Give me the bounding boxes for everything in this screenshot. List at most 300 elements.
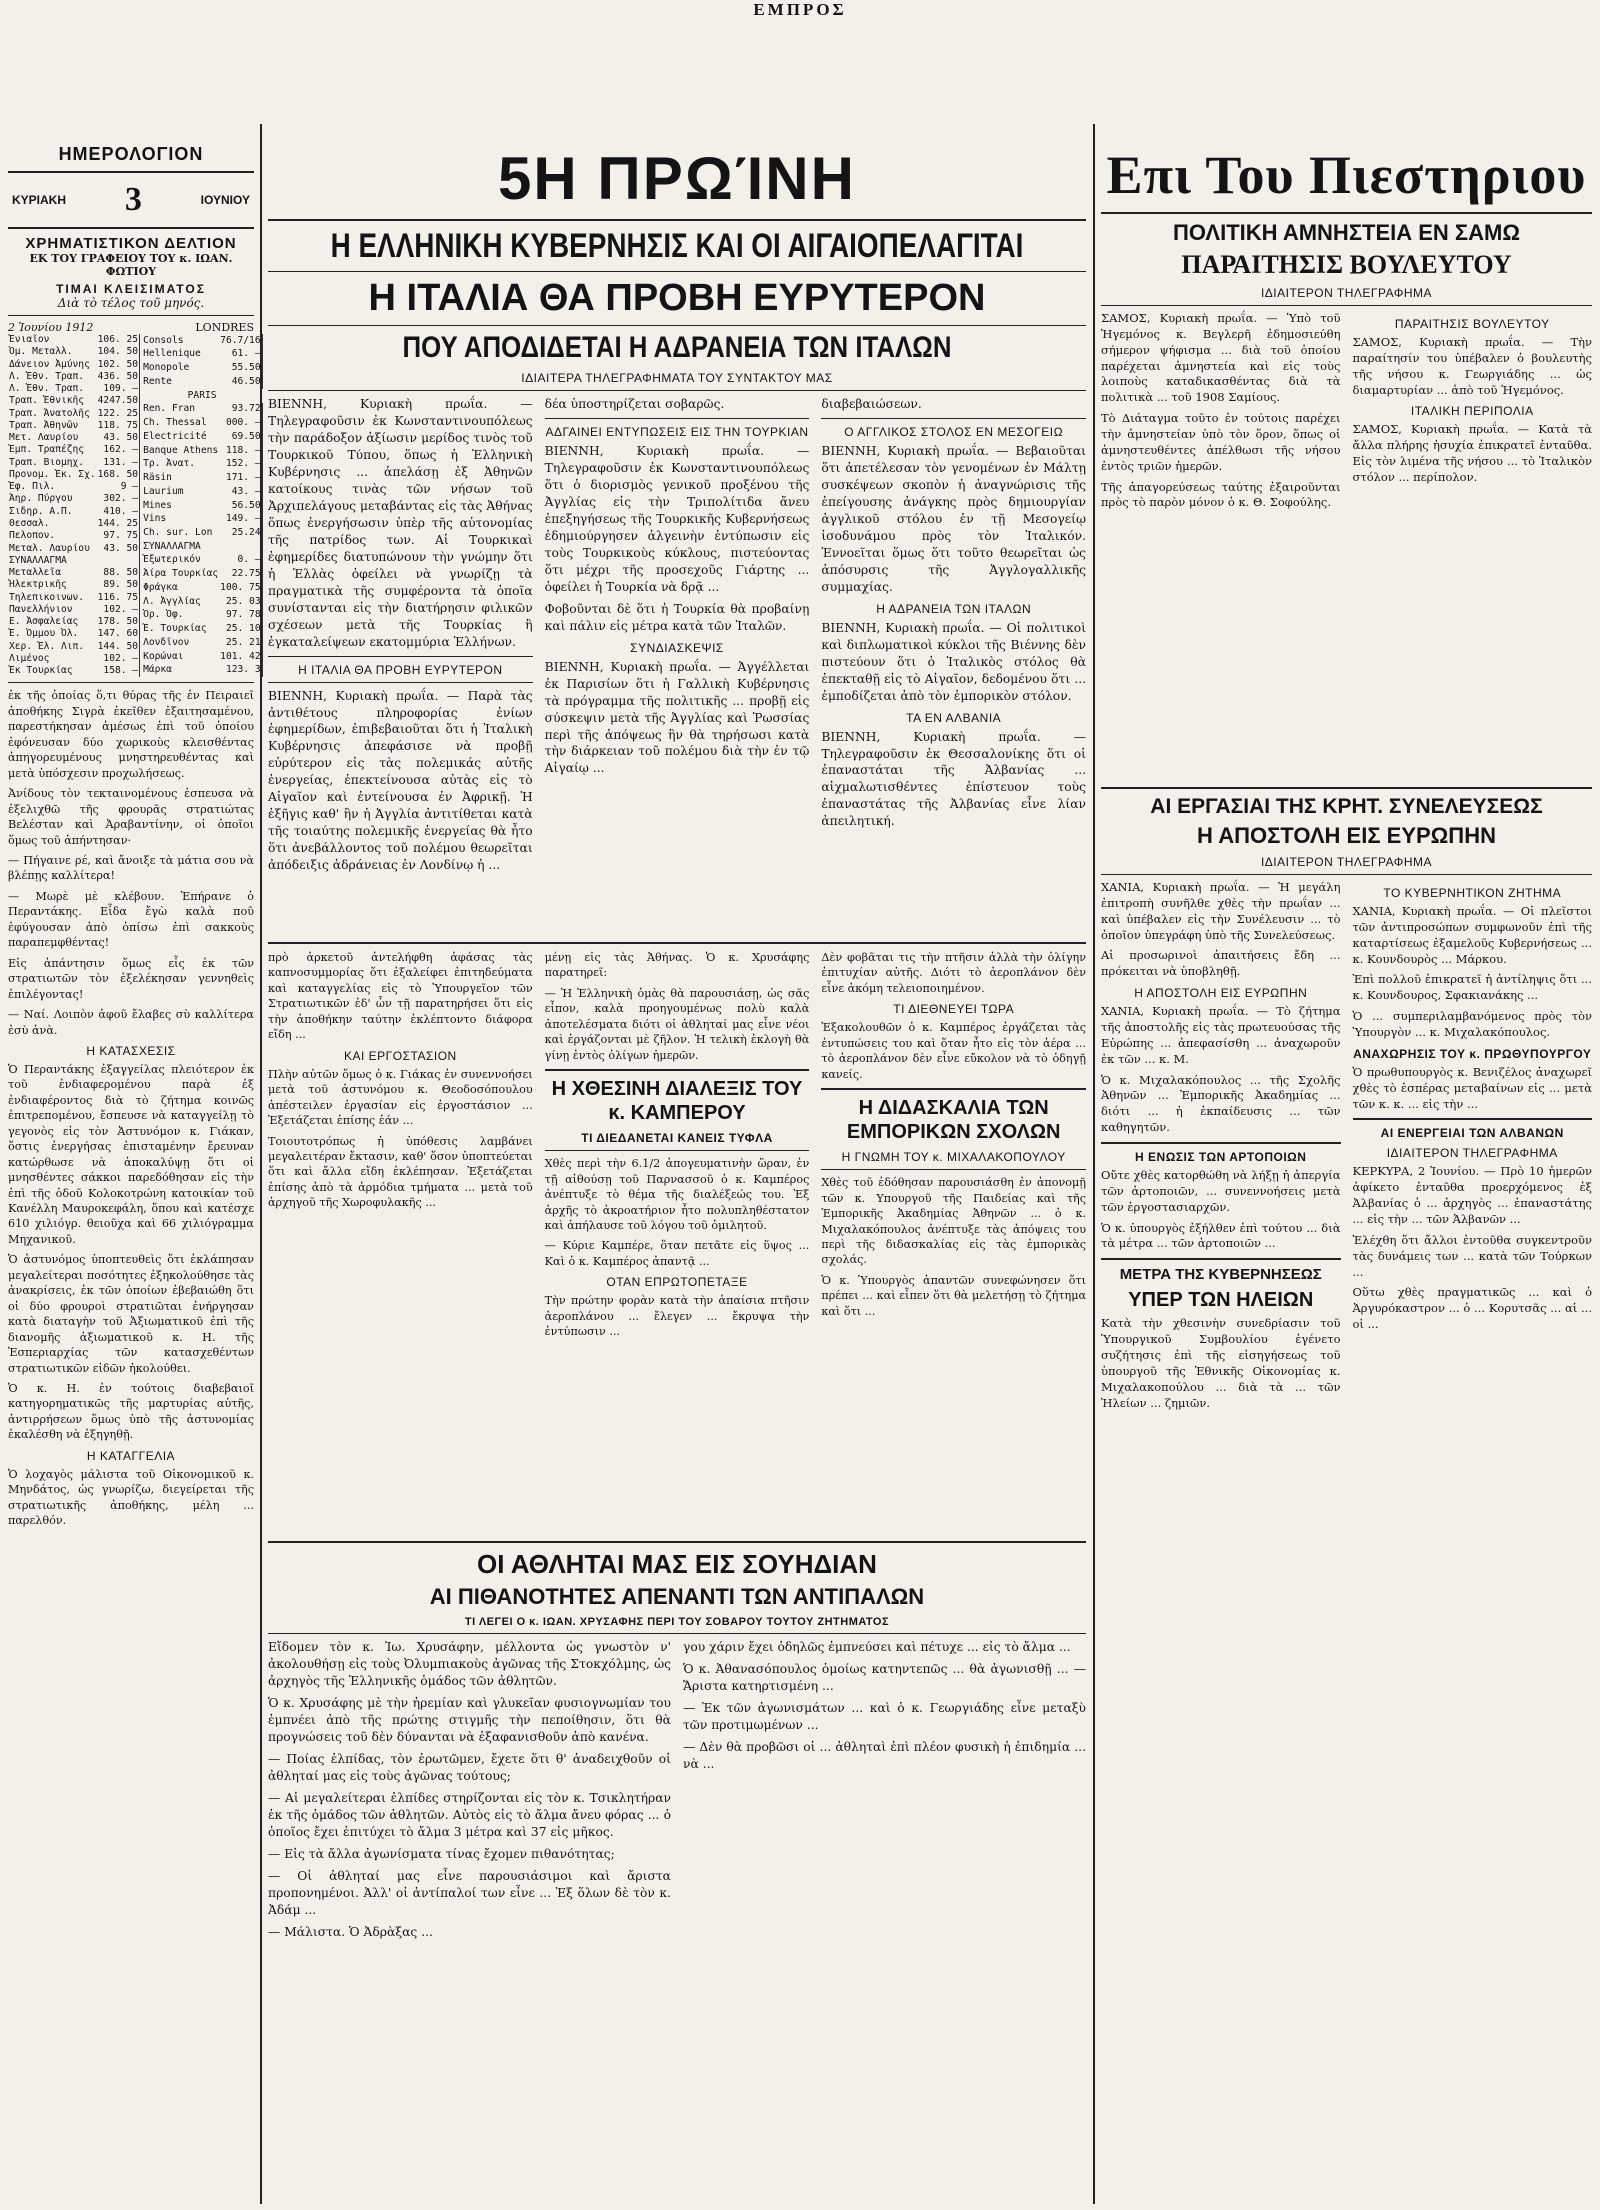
article-text: Ὁ κ. ὑπουργὸς ἐξήλθεν ἐπὶ τούτου ... διὰ τὰ μέτρα ... τῶν ἀρτοποιῶν ... — [1101, 1220, 1341, 1251]
article-text: ΣΑΜΟΣ, Κυριακὴ πρωΐα. — Κατὰ τὰ ἄλλα πλήρης ἡσυχία ἐπικρατεῖ ἐνταῦθα. Εἰς τὸν λιμένα τῆς νήσου ... τὸ Ἰταλικὸν στόλον ... περίπολον. — [1352, 422, 1592, 485]
exchange-price: 4247.50 — [97, 395, 139, 407]
exchange-price: 88. 50 — [97, 567, 140, 579]
exchange-row — [8, 444, 140, 456]
article-text: — Εἰς τὰ ἄλλα ἀγωνίσματα τίνας ἔχομεν πιθανότητας; — [268, 1846, 615, 1861]
exchange-row — [8, 592, 140, 604]
article-text: Ἐπὶ πολλοῦ ἐπικρατεῖ ἡ ἀντίληψις ὅτι ... κ. Κουνδουρος, Σφακιανάκης ... — [1352, 972, 1592, 1003]
exchange-price: 9 — — [97, 481, 140, 493]
exchange-price: 25. 03 — [219, 595, 262, 609]
exchange-row — [142, 334, 262, 348]
section-heading: ΑΙ ΕΝΕΡΓΕΙΑΙ ΤΩΝ ΑΛΒΑΝΩΝ — [1380, 1126, 1564, 1141]
article-text: Ὁ κ. Ὑπουργὸς ἀπαντῶν συνεφώνησεν ὅτι πρέπει ... καὶ εἶπεν ὅτι θὰ μελετήσῃ τὸ ζήτημα καὶ ὅτι ... — [821, 1273, 1087, 1318]
athletes-col-2 — [683, 1639, 1086, 1946]
school-subheadline: Η ΓΝΩΜΗ ΤΟΥ κ. ΜΙΧΑΛΑΚΟΠΟΥΛΟΥ — [841, 1150, 1066, 1165]
main-column — [268, 26, 1086, 2206]
exchange-price: 25. 21 — [219, 636, 262, 650]
exchange-row — [8, 408, 140, 420]
calendar-date — [8, 179, 254, 221]
exchange-row — [142, 567, 262, 581]
headline-secondary: Η ΙΤΑΛΙΑ ΘΑ ΠΡΟΒΗ ΕΥΡΥΤΕΡΟΝ — [368, 277, 986, 319]
article-text: — Ναί. Λοιπὸν ἀφοῦ ἔλαβες σὺ καλλίτερα ἐσὺ ἀνὰ. — [8, 1008, 254, 1037]
exchange-row — [8, 432, 140, 444]
exchange-security: Δάνειον Ἀμύνης — [9, 358, 90, 370]
exchange-security: Monopole — [143, 362, 190, 374]
edition-title: 5Η ΠΡΩΊΝΗ — [498, 145, 856, 212]
exchange-security: Τραπ. Ἀνατολῆς — [9, 407, 90, 419]
exchange-price: 116. 75 — [97, 591, 139, 603]
exchange-security: Electricité — [143, 430, 207, 442]
exchange-row — [8, 383, 140, 395]
article-text: Τῆς ἀπαγορεύσεως ταύτης ἐξαιροῦνται πρὸς τὸ παρὸν μόνον ὁ κ. Θ. Σοφούλης. — [1101, 479, 1341, 510]
exchange-paris: PARIS — [187, 389, 217, 401]
section-kicker: ΙΔΙΑΙΤΕΡΟΝ ΤΗΛΕΓΡΑΦΗΜΑ — [1260, 855, 1433, 869]
divider — [268, 682, 533, 683]
article-text: διαβεβαιώσεων. — [821, 397, 922, 411]
exchange-security: Τραπ. Βιομηχ. — [9, 456, 85, 468]
exchange-price: 118. 75 — [97, 419, 139, 431]
section-heading: ΤΑ ΕΝ ΑΛΒΑΝΙΑ — [906, 710, 1002, 725]
mission-headline: Η ΑΠΟΣΤΟΛΗ ΕΙΣ ΕΥΡΩΠΗΝ — [1197, 823, 1496, 848]
exchange-row — [8, 579, 140, 591]
exchange-row — [8, 359, 140, 371]
exchange-price: 43. 50 — [97, 432, 140, 444]
divider — [268, 1633, 1086, 1634]
exchange-price: 162. — — [97, 444, 140, 456]
exchange-price: 69.50 — [219, 430, 262, 444]
exchange-price: 89. 50 — [97, 579, 140, 591]
article-text: ΧΑΝΙΑ, Κυριακὴ πρωΐα. — Οἱ πλεῖστοι τῶν ἀντιπροσώπων συμφωνοῦν ἐπὶ τῆς καταρτίσεως ἐξαμελοῦς Κυβερνήσεως ... κ. Κουνδουρὸς ... Μάρκου. — [1352, 904, 1592, 966]
exchange-row — [8, 469, 140, 481]
exchange-row — [8, 567, 140, 579]
mid-col-1 — [268, 950, 533, 1535]
article-text: ΣΑΜΟΣ, Κυριακὴ πρωΐα. — Ὑπὸ τοῦ Ἡγεμόνος κ. Βεγλερῆ ἐδημοσιεύθη σήμερον ψήφισμα ... διὰ τοῦ ὁποίου παρέχεται ἀμνηστεία καὶ εἰς τοὺς λοιποὺς καταδικασθέντας διὰ τὰ πολιτικὰ ... τοῦ 1908 Σαμίους. — [1101, 311, 1341, 405]
exchange-price — [219, 540, 262, 554]
exchange-security: Κορώναι — [143, 650, 184, 662]
athletes-story — [268, 1541, 1086, 1946]
article-text: — Αἱ μεγαλείτεραι ἐλπίδες στηρίζονται εἰς τὸν κ. Τσικλητήραν ἐκ τῆς ὁμάδος τῶν ἀθλητῶν. Αὐτὸς εἰς τὸ ἄλμα ἄνευ φόρας ... ὁ ὁποῖος ἔχει ἐπιτύχει τὸ ἄλμα 3 μέτρα καὶ 37 εἰς μῆκος. — [268, 1790, 671, 1839]
exchange-row — [8, 530, 140, 542]
exchange-security: ΣΥΝΑΛΛΑΓΜΑ — [143, 540, 201, 552]
exchange-row — [142, 554, 262, 568]
exchange-security: Θεσσαλ. — [9, 517, 50, 529]
exchange-security: Consols — [143, 334, 184, 346]
exchange-security: Προνομ. Ἐκ. Σχ. — [9, 468, 96, 480]
exchange-price: 302. — — [97, 493, 140, 505]
exchange-price: 100. 75 — [220, 581, 261, 593]
exchange-table-left — [8, 334, 140, 677]
exchange-security: Ἐ. Τουρκίας — [143, 623, 207, 635]
exchange-security: ΣΥΝΑΛΛΑΓΜΑ — [9, 554, 67, 566]
divider — [545, 418, 810, 419]
exchange-security: Ἐ. Ὀμμου Ὀλ. — [9, 628, 79, 640]
right-col-4 — [1353, 880, 1593, 2080]
article-text: δέα ὑποστηρίζεται σοβαρῶς. — [544, 397, 725, 411]
exchange-price: 410. — — [97, 506, 140, 518]
byline: ΙΔΙΑΙΤΕΡΑ ΤΗΛΕΓΡΑΦΗΜΑΤΑ ΤΟΥ ΣΥΝΤΑΚΤΟΥ ΜΑΣ — [521, 371, 833, 385]
exchange-row — [142, 375, 262, 389]
divider — [821, 1088, 1086, 1090]
exchange-row — [8, 346, 140, 358]
exchange-security: Laurium — [143, 485, 184, 497]
exchange-security: Σιδηρ. Α.Π. — [9, 505, 73, 517]
exchange-security: Ch. Thessal — [143, 417, 207, 429]
exchange-title: ΧΡΗΜΑΤΙΣΤΙΚΟΝ ΔΕΛΤΙΟΝ — [25, 235, 237, 252]
divider — [268, 656, 533, 657]
exchange-row — [8, 420, 140, 432]
left-column — [8, 26, 261, 2206]
article-text: Αἱ προσωρινοὶ ἀπαιτήσεις ἔδη ... πρόκειται νὰ ὑποβληθῇ. — [1101, 948, 1341, 979]
article-text: Χθὲς τοῦ ἐδόθησαν παρουσιάσθη ἐν ἀπονομῇ τῶν κ. Υπουργοῦ τῆς Παιδείας καὶ τῆς Ἐμπορικῆς Ἀκαδημίας Ἀθηνῶν ... ὁ κ. Μιχαλακόπουλος ἀνέπτυξε τὰς ἀπόψεις του περὶ τῆς διδασκαλίας εἰς τὰς ἐμπορικὰς σχολάς. — [821, 1176, 1087, 1267]
section-kicker: ΙΔΙΑΙΤΕΡΟΝ ΤΗΛΕΓΡΑΦΗΜΑ — [1386, 1146, 1558, 1161]
exchange-row — [8, 653, 140, 665]
exchange-price: 25. 10 — [219, 622, 262, 636]
article-text: ΒΙΕΝΝΗ, Κυριακὴ πρωΐα. — Τηλεγραφοῦσιν ἐκ Θεσσαλονίκης ὅτι οἱ ἐπαναστάται τῆς Ἀλβανίας ... αἰχμαλωτισθέντες ἐπίστευον τοὺς ἐπαναστάτας τῆς Ἀλβανίας εἶνε λίαν ἀπειλητική. — [821, 729, 1087, 829]
article-text: ΒΙΕΝΝΗ, Κυριακὴ πρωΐα. — Βεβαιοῦται ὅτι ἀπετέλεσαν τὸν γενομένων ἐν Μάλτῃ συσκέψεων σκοπὸν ἡ ἀναγνώρισις τῆς ἐπείγουσης ἀνάγκης πρὸς δημιουργίαν ἀγγλικοῦ στόλου ἐν τῇ Μεσογείῳ ἰσοδυνάμου πρὸς τὸν Ἰταλικόν. Ἐννοεῖται ὅμως ὅτι τοῦτο θεωρεῖται ὡς ἀπόσυρσις τῆς Ἀγγλογαλλικῆς συμμαχίας. — [821, 443, 1087, 594]
article-text: Φοβοῦνται δὲ ὅτι ἡ Τουρκία θὰ προβαίνῃ καὶ πάλιν εἰς μέτρα κατὰ τῶν Ἰταλῶν. — [544, 601, 810, 633]
exchange-price: 61. — — [219, 348, 262, 362]
exchange-row — [142, 444, 262, 458]
article-text: Ὁ Περαντάκης ἐξαγγείλας πλειότερον ἐκ τοῦ ἐνδιαφερομένου παρὰ ἐξ ἐνδιαφέροντος διὰ τὸ ζήτημα κοινῶς ἐπιτρεπομένου, ἔσπευσε νὰ καταγγείλῃ τὸ γεγονὸς εἰς τὸν Ἀστυνόμον κ. Γιάκαν, ὅστις ἐνεργήσας ἐπισταμένην ἔρευναν κατώρθωσε νὰ ἀποκαλύψῃ ὅτι οἱ μνησθέντες σάκκοι παρεδόθησαν εἰς τὴν ἐπὶ τῆς ὁδοῦ Κολοκοτρώνη κατοικίαν τοῦ Κανέλλη Μαυροκεφάλη, ὅπου καὶ κατέσχε 610 χιλιόγρ. θειοῦχα καὶ 66 χιλιόγραμμα Μηχανικοῦ. — [8, 1062, 254, 1246]
article-text: — Ποίας ἐλπίδας, τὸν ἐρωτῶμεν, ἔχετε ὅτι θ' ἀναδειχθοῦν οἱ ἀθληταί μας εἰς τοὺς ἀγῶνας τούτους; — [268, 1751, 671, 1783]
section-heading: Η ΚΑΤΑΓΓΕΛΙΑ — [86, 1448, 176, 1463]
article-text: μένῃ εἰς τὰς Ἀθήνας. Ὁ κ. Χρυσάφης παρατηρεῖ: — [544, 951, 810, 980]
article-text: Ὁ πρωθυπουργὸς κ. Βενιζέλος ἀναχωρεῖ χθὲς τὸ ἑσπέρας μεταβαίνων εἰς ... μετὰ τῶν κ. κ. ... εἰς τὴν ... — [1352, 1064, 1592, 1111]
exchange-security: Πανελλήνιον — [9, 603, 73, 615]
article-text: ΒΙΕΝΝΗ, Κυριακὴ πρωΐα. — Οἱ πολιτικοὶ καὶ διπλωματικοὶ κύκλοι τῆς Βιέννης δὲν πιστεύουν ὅτι ὁ Ἰταλικὸς στόλος θὰ ἐπεκταθῇ εἰς τὸ Αἰγαῖον, δεδομένου ὅτι ... ἐμποδίζεται ἀπὸ τὸν ἐμπορικὸν στόλον. — [821, 620, 1087, 703]
exchange-security: Πελοπον. — [9, 530, 56, 542]
measures-subheadline: ΥΠΕΡ ΤΩΝ ΗΛΕΙΩΝ — [1128, 1289, 1314, 1312]
exchange-price: 118. — — [219, 444, 262, 458]
exchange-security: Ἐνιαῖον — [9, 334, 50, 345]
exchange-security: Λ. Ἀγγλίας — [143, 595, 201, 607]
story-col-3 — [821, 396, 1086, 936]
exchange-security: Ἐκ Τουρκίας — [9, 665, 73, 677]
exchange-row — [142, 389, 262, 403]
exchange-row — [8, 555, 140, 567]
article-text: — Μωρὲ μὲ κλέβουν. Ἐπήρανε ὁ Περαντάκης. Εἶδα ἔγὼ καλὰ ποῦ ἐφύγουσαν ἀπὸ ὀπίσω ἐπὶ σακκοὺς παραπεμφθέντας! — [8, 889, 254, 950]
story-col-1 — [268, 396, 533, 936]
exchange-office: ΕΚ ΤΟΥ ΓΡΑΦΕΙΟΥ ΤΟΥ κ. ΙΩΑΝ. ΦΩΤΙΟΥ — [29, 252, 233, 278]
middle-stories — [268, 950, 1086, 1535]
exchange-security: Μάρκα — [143, 664, 172, 676]
article-text: Χθὲς περὶ τὴν 6.1/2 ἀπογευματινὴν ὥραν, ἐν τῇ αἰθούσῃ τοῦ Παρνασσοῦ ὁ κ. Καμπέρος ἀνέπτυξε τὸ θέμα τῆς διαλέξεώς του. Ἐξ ἀρχῆς τὸ ἀκροατήριον ἦτο πολυπληθέστατον καὶ ἀπήλαυσε τοῦ λόγου τοῦ ὁμιλητοῦ. — [544, 1157, 810, 1232]
exchange-security: Ὀμ. Μεταλλ. — [9, 346, 73, 358]
exchange-security: Mines — [143, 499, 172, 511]
exchange-row — [8, 506, 140, 518]
exchange-row — [142, 416, 262, 430]
exchange-price: 101. 42 — [220, 650, 261, 662]
exchange-security: Τρ. Ἀνατ. — [143, 458, 196, 470]
right-top-stories — [1101, 311, 1592, 781]
exchange-row — [142, 403, 262, 417]
article-text: Δὲν φοβᾶται τις τὴν πτῆσιν ἀλλὰ τὴν ὀλίγην ἐπιτυχίαν αὐτῆς. Διότι τὸ ἀεροπλάνον δὲν εἶνε ἀκόμη τελειοποιημένον. — [821, 951, 1087, 995]
section-heading: ΙΤΑΛΙΚΗ ΠΕΡΙΠΟΛΙΑ — [1410, 404, 1534, 419]
exchange-row — [142, 471, 262, 485]
athletes-columns — [268, 1639, 1086, 1946]
exchange-security: Ren. Fran — [143, 403, 196, 415]
section-heading: ΑΝΑΧΩΡΗΣΙΣ ΤΟΥ κ. ΠΡΩΘΥΠΟΥΡΓΟΥ — [1353, 1046, 1592, 1061]
article-text: Ὁ κ. Χρυσάφης μὲ τὴν ἠρεμίαν καὶ γλυκεῖαν φυσιογνωμίαν του ἐμπνέει ἀπὸ τῆς πρώτης στιγμῆς τὴν πεποίθησιν, ὅτι θὰ προγνώσεις τοῦ δὲν δύνανται νὰ ἐξαφανισθοῦν ἀπὸ κανένα. — [268, 1695, 671, 1744]
exchange-tables — [8, 334, 261, 677]
athletes-subheadline: ΑΙ ΠΙΘΑΝΟΤΗΤΕΣ ΑΠΕΝΑΝΤΙ ΤΩΝ ΑΝΤΙΠΑΛΩΝ — [429, 1584, 925, 1609]
exchange-price: 171. — — [219, 471, 262, 485]
article-text: Τὴν πρώτην φορὰν κατὰ τὴν ἀπαίσια πτῆσιν ἀεροπλάνου ... ἔλεγεν ... ἔκρυψα τὴν ἐντύπωσιν ... — [544, 1294, 810, 1339]
exchange-price: 102. 50 — [97, 358, 139, 370]
assembly-headline: ΑΙ ΕΡΓΑΣΙΑΙ ΤΗΣ ΚΡΗΤ. ΣΥΝΕΛΕΥΣΕΩΣ — [1150, 795, 1543, 818]
school-headline: Η ΔΙΔΑΣΚΑΛΙΑ ΤΩΝ ΕΜΠΟΡΙΚΩΝ ΣΧΟΛΩΝ — [846, 1097, 1061, 1144]
section-heading: ΣΥΝΔΙΑΣΚΕΨΙΣ — [630, 640, 724, 655]
exchange-security: Ἐξωτερικόν — [143, 554, 201, 566]
exchange-security: Μετ. Λαυρίου — [9, 432, 79, 444]
section-heading: ΑΔΓΑΙΝΕΙ ΕΝΤΥΠΩΣΕΙΣ ΕΙΣ ΤΗΝ ΤΟΥΡΚΙΑΝ — [545, 424, 809, 439]
exchange-security: Banque Athens — [143, 444, 219, 456]
exchange-subheader — [8, 321, 254, 334]
exchange-security: Μεταλ. Λαυρίου — [9, 542, 90, 554]
article-text: Πλὴν αὐτῶν ὅμως ὁ κ. Γιάκας ἐν συνεννοήσει μετὰ τοῦ ἀστυνόμου κ. Θεοδοσόπουλου ἀπέστειλεν ἐργασίαν εἰς ἐργοστάσιον ... Ἐξετάζεται ἐπίσης ἐάν ... — [268, 1067, 533, 1128]
exchange-price: 56.50 — [219, 499, 262, 513]
article-text: γου χάριν ἔχει ὁδηλῶς ἐμπνεύσει καὶ πέτυχε ... εἰς τὸ ἄλμα ... — [683, 1640, 1071, 1654]
section-heading: Η ΙΤΑΛΙΑ ΘΑ ΠΡΟΒΗ ΕΥΡΥΤΕΡΟΝ — [298, 662, 503, 677]
article-text: Εἴδομεν τὸν κ. Ἰω. Χρυσάφην, μέλλοντα ὡς γνωστὸν ν' ἀκολουθήσῃ εἰς τοὺς Ὀλυμπιακοὺς ἀγῶνας τῆς Στοκχόλμης, ὡς ἀρχηγὸς τῆς Ἑλληνικῆς ὁμάδος τῶν ἀθλητῶν. — [268, 1640, 671, 1688]
divider — [1353, 1118, 1593, 1120]
article-text: Κατὰ τὴν χθεσινὴν συνεδρίασιν τοῦ Ὑπουργικοῦ Συμβουλίου ἐγένετο συζήτησις ἐπὶ τῆς εἰσηγήσεως τοῦ ὑπουργοῦ τῆς Ἐθνικῆς Οἰκονομίας κ. Μιχαλακοπούλου ... διὰ τὰ ... τῶν Ἠλείων ... ζημιῶν. — [1101, 1316, 1341, 1410]
article-text: Ὁ κ. Ἀθανασόπουλος ὁμοίως κατηντεπῶς ... θὰ ἀγωνισθῇ ... — Ἄριστα κατηρτισμένη ... — [683, 1661, 1086, 1693]
exchange-row — [142, 540, 262, 554]
article-text: ΧΑΝΙΑ, Κυριακὴ πρωΐα. — Ἡ μεγάλη ἐπιτροπὴ συνῆλθε χθὲς τὴν πρωΐαν ... καὶ ὑπέβαλεν εἰς τὴν Συνέλευσιν ... τὸ ὁποῖον ὑπεγράφη ὑπὸ τῆς Συνελεύσεως. — [1101, 880, 1341, 942]
exchange-security: Φράγκα — [143, 581, 178, 593]
exchange-row — [8, 628, 140, 640]
exchange-security: Ἠλεκτρικῆς — [9, 579, 67, 591]
article-text: Ὁ ἀστυνόμος ὑποπτευθεὶς ὅτι ἐκλάπησαν μεγαλείτεραι ποσότητες ἐξηκολούθησε τὰς ἀνακρίσεις, ἐκ τῶν ὁποίων ἐβεβαιώθη ὅτι οἱ δύο φρουροὶ στρατιῶται ἐνήργησαν κατὰ διαταγὴν τοῦ Ἀξιωματικοῦ ἐπὶ τῆς διανομῆς ἀξιωματικοῦ κ. Η. τῆς Ἐσπεριαρχίας τῶν κατασχεθέντων στρατιωτικῶν εἰδῶν ἠκολούθει. — [8, 1253, 254, 1375]
divider — [8, 682, 254, 683]
divider — [268, 219, 1086, 221]
exchange-price: 97. 78 — [219, 609, 262, 623]
exchange-table-right — [142, 334, 263, 677]
exchange-row — [142, 485, 262, 499]
article-text: ἐκ τῆς ὁποίας ὅ,τι θύρας τῆς ἐν Πειραιεῖ ἀποθήκης Σιγρὰ ἐκεῖθεν ἐξαιτησαμένου, παρεστήκησαν ἀμέσως ἐπὶ τοῦ ὁποίου ἐφόνευσαν δύο χωρικοὺς κλεισθέντας ἀπηγορευμένους μνηστηρευθέντας καὶ μετὰ ὑπόσχεσιν προχωλήσεως. — [8, 689, 254, 780]
divider — [8, 315, 254, 316]
exchange-price: 102. — — [97, 604, 140, 616]
article-text: — Οἱ ἀθληταί μας εἶνε παρουσιάσιμοι καὶ ἄριστα προπονημένοι. Ἀλλ' οἱ ἀντίπαλοί των εἶνε ... Ἐξ ὅλων δὲ τὸν κ. Ἀδάμ ... — [268, 1868, 671, 1917]
article-text: Ὁ κ. Η. ἐν τούτοις διαβεβαιοῖ κατηγορηματικῶς τῆς μαρτυρίας αὐτῆς, ἀντιρρήσεων ὅμως ὑπὸ τῆς ἀστυνομίας ἐκαλέσθη νὰ ἐξηγηθῇ. — [8, 1382, 254, 1442]
exchange-price: 178. 50 — [97, 616, 139, 628]
exchange-date: 2 Ἰουνίου 1912 — [8, 321, 94, 334]
exchange-price: 158. — — [97, 665, 140, 677]
exchange-security: Λ. Ἐθν. Τραπ. — [9, 383, 85, 395]
section-headline: ΠΟΛΙΤΙΚΗ ΑΜΝΗΣΤΕΙΑ ΕΝ ΣΑΜΩ — [1173, 220, 1520, 245]
exchange-security: Ἐμπ. Τραπέζης — [9, 444, 85, 456]
section-heading: ΤΟ ΚΥΒΕΡΝΗΤΙΚΟΝ ΖΗΤΗΜΑ — [1383, 886, 1562, 900]
article-text: — Δὲν θὰ προβῶσι οἱ ... ἀθληταὶ ἐπὶ πλέον φυσικὴ ἡ ἐπιδημία ... νὰ ... — [683, 1739, 1086, 1771]
exchange-row — [142, 595, 262, 609]
exchange-price: 149. — — [219, 513, 262, 527]
exchange-row — [142, 664, 262, 678]
section-heading: ΤΙ ΔΙΕΘΝΕΥΕΙ ΤΩΡΑ — [893, 1002, 1015, 1017]
article-text: — Μάλιστα. Ὁ Ἀδρὰξας ... — [268, 1924, 433, 1939]
exchange-price: 109. — — [97, 383, 140, 395]
athletes-kicker: ΤΙ ΛΕΓΕΙ Ο κ. ΙΩΑΝ. ΧΡΥΣΑΦΗΣ ΠΕΡΙ ΤΟΥ ΣΟΒΑΡΟΥ ΤΟΥΤΟΥ ΖΗΤΗΜΑΤΟΣ — [464, 1616, 890, 1628]
column-rule — [1093, 124, 1095, 2204]
article-text: ΣΑΜΟΣ, Κυριακὴ πρωΐα. — Τὴν παραίτησίν του ὑπέβαλεν ὁ βουλευτὴς τῆς νήσου κ. Γεωργιάδης ... ὡς διαμαρτυρίαν ... ἀπὸ τοῦ Ἡγεμόνος. — [1352, 335, 1592, 397]
article-text: Τοιουτοτρόπως ἡ ὑπόθεσις λαμβάνει μεγαλειτέραν ἔκτασιν, καθ' ὅσον ὑποπτεύεται ὅτι καὶ ἄλλα εἴδη ἐκλέπησαν. Ἐξετάζεται ἐπίσης ἀπὸ τὰ ἀρμόδια τμήματα ... μετὰ τοῦ ἀρχηγοῦ τῆς Χωροφυλακῆς ... — [268, 1134, 533, 1210]
divider — [1101, 874, 1592, 875]
exchange-security: Μεταλλεῖα — [9, 567, 61, 579]
divider — [1101, 305, 1592, 306]
headline-tertiary: ΠΟΥ ΑΠΟΔΙΔΕΤΑΙ Η ΑΔΡΑΝΕΙΑ ΤΩΝ ΙΤΑΛΩΝ — [402, 331, 952, 364]
exchange-row — [142, 458, 262, 472]
exchange-security: Ch. sur. Lon — [143, 527, 213, 539]
exchange-price: 436. 50 — [97, 370, 139, 382]
divider — [545, 1150, 810, 1151]
exchange-row — [142, 650, 262, 664]
calendar-weekday: ΚΥΡΙΑΚΗ — [12, 193, 67, 207]
divider — [1101, 212, 1592, 214]
article-text: Ἐξακολουθῶν ὁ κ. Καμπέρος ἐργάζεται τὰς ἐντυπώσεις του καὶ ὅταν ἦτο εἰς τὸν ἀέρα ... τὸ ἀεροπλάνον δὲν εἶνε εὔκολον νὰ τὸ ὁδηγῇ κανείς. — [821, 1021, 1087, 1081]
exchange-row — [8, 616, 140, 628]
article-text: Ὁ κ. Μιχαλακόπουλος ... τῆς Σχολῆς Ἀθηνῶν ... Ἐμπορικῆς Ἀκαδημίας ... διότι ... ἡ ἐκπαίδευσις ... τῶν καθηγητῶν. — [1101, 1072, 1341, 1135]
article-text: ΒΙΕΝΝΗ, Κυριακὴ πρωΐα. — Τηλεγραφοῦσιν ἐκ Κωνσταντινουπόλεως ὅτι ὁ διορισμὸς γενικοῦ προξένου τῆς Ἀγγλίας εἰς τὴν Τριπολίτιδα ἄνευ ἐπεξηγήσεως τῆς Τουρκικῆς Κυβερνήσεως ἐδημιούργησεν ἀλγεινὴν ἐντύπωσιν εἰς τοὺς Τουρκικοὺς κύκλους, πιστεύοντας ὅτι μέχρι τῆς προσεχοῦς Γιάρτης ... ὀφείλει ἡ Τουρκία νὰ δρᾷ ... — [544, 443, 810, 594]
exchange-price: 22.75 — [219, 567, 262, 581]
exchange-row — [8, 457, 140, 469]
exchange-row — [8, 395, 140, 407]
exchange-row — [8, 604, 140, 616]
calendar-title: ΗΜΕΡΟΛΟΓΙΟΝ — [58, 144, 204, 164]
article-text: Οὔτε χθὲς κατορθώθη νὰ λήξῃ ἡ ἀπεργία τῶν ἀρτοποιῶν, ... συνεννοήσεις μετὰ τῶν ἐργοστασιαρχῶν. — [1101, 1168, 1341, 1214]
section-heading: Η ΚΑΤΑΣΧΕΣΙΣ — [86, 1043, 176, 1058]
article-text: — Κύριε Καμπέρε, ὅταν πετᾶτε εἰς ὕψος ... Καὶ ὁ κ. Καμπέρος ἀπαντᾷ ... — [544, 1239, 810, 1268]
article-text: ΒΙΕΝΝΗ, Κυριακὴ πρωΐα. — Τηλεγραφοῦσιν ἐκ Κωνσταντινουπόλεως τὴν παράδοξον ἀξίωσιν μερίδος τινὸς τοῦ Τουρκικοῦ Τύπου, ὅπως ἡ Ἑλληνικὴ Κυβέρνησις ... ἀπελάσῃ ἐξ Ἀθηνῶν κατοίκους τινὰς τῶν νήσων τοῦ Ἀρχιπελάγους μεταβάντας εἰς τὰς Ἀθήνας ὅπως ἐνεργήσωσιν ὑπὲρ τῆς αὐτονομίας τῆς πατρίδος των. Αἱ Τουρκικαὶ ἐφημερίδες διατυπώνουν τὴν γνώμην ὅτι ἡ Ἑλλὰς ὀφείλει νὰ γνωρίζῃ τὰ πραγματικὰ τῆς συμφέροντα τὰ ὁποῖα συνίστανται εἰς τὴν διατήρησιν φιλικῶν σχέσεων μετὰ τῆς Τουρκίας ἢ ἐγκαταλείψεων εκατομμύρια Ἑλλήνων. — [268, 397, 533, 649]
divider — [1101, 1142, 1341, 1144]
exchange-price: 144. 50 — [97, 640, 139, 652]
exchange-row — [142, 636, 262, 650]
article-text: ΚΕΡΚΥΡΑ, 2 Ἰουνίου. — Πρὸ 10 ἡμερῶν ἀφίκετο ἐνταῦθα προερχόμενος ἐξ Ἀλβανίας ὁ ... ἀρχηγὸς ... ἐπαναστάτης ... εἰς τὴν ... τῶν Ἀλβανῶν ... — [1352, 1164, 1592, 1227]
exchange-security: Vins — [143, 513, 167, 525]
article-text: — Πήγαινε ρέ, καὶ ἄνοιξε τὰ μάτια σου νὰ βλέπῃς καλλίτερα! — [8, 853, 254, 883]
exchange-price: 106. 25 — [97, 334, 139, 345]
exchange-price: 97. 75 — [97, 530, 140, 542]
section-title: Επι Του Πιεστηριου — [1106, 145, 1587, 205]
exchange-price: 123. 3 — [219, 664, 262, 678]
section-headline: ΠΑΡΑΙΤΗΣΙΣ ΒΟΥΛΕΥΤΟΥ — [1181, 250, 1512, 279]
section-heading: ΠΑΡΑΙΤΗΣΙΣ ΒΟΥΛΕΥΤΟΥ — [1394, 317, 1550, 331]
exchange-price: 43. 50 — [97, 543, 140, 555]
exchange-price: 000. — — [219, 416, 262, 430]
exchange-note: Διὰ τὸ τέλος τοῦ μηνός. — [57, 296, 205, 310]
right-column — [1101, 26, 1592, 2206]
article-text: Ὁ λοχαγὸς μάλιστα τοῦ Οἰκονομικοῦ κ. Μηνδάτος, ὡς γνωρίζω, διεγείρεται τῆς στρατιωτικῆς ἀποθήκης, μέλη ... παρελθόν. — [8, 1467, 254, 1528]
exchange-security: Ἀηρ. Πύργου — [9, 493, 73, 505]
article-text: — Ἡ Ἑλληνικὴ ὁμὰς θὰ παρουσιάσῃ, ὡς σᾶς εἶπον, καλὰ προηγουμένως πολὺ καλὰ ἀποτελέσματα διότι οἱ ἀθληταί μας εἶνε νέοι καὶ ἐργάζονται μὲ ζῆλον. Ἡ τελικὴ ἐκλογὴ θὰ γίνῃ ἐντὸς ὀλίγων ἡμερῶν. — [544, 986, 810, 1062]
right-lower-stories — [1101, 880, 1592, 2080]
exchange-price: 43. — — [219, 485, 262, 499]
lecture-headline: Η ΧΘΕΣΙΝΗ ΔΙΑΛΕΞΙΣ ΤΟΥ κ. ΚΑΜΠΕΡΟΥ — [551, 1078, 803, 1125]
exchange-prices-label: ΤΙΜΑΙ ΚΛΕΙΣΙΜΑΤΟΣ — [56, 282, 206, 296]
section-heading: Η ΕΝΩΣΙΣ ΤΩΝ ΑΡΤΟΠΟΙΩΝ — [1135, 1150, 1307, 1165]
divider — [8, 171, 254, 173]
exchange-price: 168. 50 — [97, 468, 139, 480]
exchange-security: Hellenique — [143, 348, 201, 360]
divider — [1101, 787, 1592, 789]
exchange-price: 0. — — [219, 554, 262, 568]
top-story — [268, 396, 1086, 936]
exchange-security: Χερ. Ἐλ. Λιπ. — [9, 640, 85, 652]
exchange-security: Ε. Ἀσφαλείας — [9, 616, 79, 628]
exchange-price: 55.50 — [219, 361, 262, 375]
divider — [268, 271, 1086, 272]
article-text: Οὕτω χθὲς πραγματικῶς ... καὶ ὁ Ἀργυρόκαστρον ... ὁ ... Κορυτσᾶς ... αἱ ... οἱ ... — [1352, 1285, 1592, 1332]
exchange-security: Τραπ. Ἀθηνῶν — [9, 419, 79, 431]
article-text: — Ἐκ τῶν ἀγωνισμάτων ... καὶ ὁ κ. Γεωργιάδης εἶνε μεταξὺ τῶν προτιμωμένων ... — [683, 1700, 1086, 1732]
divider — [821, 418, 1086, 419]
exchange-row — [142, 609, 262, 623]
divider — [268, 1541, 1086, 1543]
section-heading: Η ΑΠΟΣΤΟΛΗ ΕΙΣ ΕΥΡΩΠΗΝ — [1134, 986, 1308, 1001]
exchange-security: Τραπ. Ἐθνικῆς — [9, 395, 85, 407]
exchange-security: Λ. Ἐθν. Τραπ. — [9, 370, 85, 382]
exchange-row — [8, 481, 140, 493]
section-heading: ΟΤΑΝ ΕΠΡΩΤΟΠΕΤΑΞΕ — [606, 1275, 748, 1290]
exchange-row — [142, 348, 262, 362]
right-col-2 — [1353, 311, 1593, 781]
exchange-price: 102. — — [97, 653, 140, 665]
right-col-3 — [1101, 880, 1341, 2080]
exchange-security: Ἀίρα Τουρκίας — [143, 568, 219, 580]
exchange-row — [142, 499, 262, 513]
exchange-security: Rente — [143, 375, 172, 387]
mid-col-2 — [545, 950, 810, 1535]
article-text: Ὁ ... συμπεριλαμβανόμενος πρὸς τὸν Ὑπουργὸν ... κ. Μιχαλακόπουλος. — [1352, 1009, 1592, 1040]
exchange-price: 147. 60 — [97, 628, 139, 640]
exchange-row — [8, 641, 140, 653]
measures-headline: ΜΕΤΡΑ ΤΗΣ ΚΥΒΕΡΝΗΣΕΩΣ — [1119, 1266, 1322, 1284]
lecture-subheadline: ΤΙ ΔΙΕΔΑΝΕΤΑΙ ΚΑΝΕΙΣ ΤΥΦΛΑ — [581, 1131, 773, 1146]
exchange-london: LONDRES — [195, 321, 254, 334]
exchange-row — [142, 430, 262, 444]
athletes-headline: ΟΙ ΑΘΛΗΤΑΙ ΜΑΣ ΕΙΣ ΣΟΥΗΔΙΑΝ — [477, 1549, 877, 1579]
exchange-security: Ἐφ. Πιλ. — [9, 481, 56, 493]
exchange-price: 122. 25 — [97, 407, 139, 419]
masthead: ΕΜΠΡΟΣ — [753, 0, 847, 19]
exchange-price: 76.7/16 — [220, 334, 261, 346]
article-text: ΧΑΝΙΑ, Κυριακὴ πρωΐα. — Τὸ ζήτημα τῆς ἀποστολῆς εἰς τὰς πρωτευούσας τῆς Εὐρώπης ... ἀπεφασίσθη ... ἀναχωροῦν ἐκ τῶν ... κ. Μ. — [1101, 1004, 1341, 1066]
section-kicker: ΙΔΙΑΙΤΕΡΟΝ ΤΗΛΕΓΡΑΦΗΜΑ — [1260, 286, 1433, 300]
article-text: ΒΙΕΝΝΗ, Κυριακὴ πρωΐα. — Ἀγγέλλεται ἐκ Παρισίων ὅτι ἡ Γαλλικὴ Κυβέρνησις τὰ πρόγραμμα τῆς πολιτικῆς ... προβῇ εἰς σύσκεψιν μετὰ τῆς Ἀγγλίας καὶ Ῥωσσίας περὶ τῆς ἀπόψεως ἣν θὰ τηρήσωσι κατὰ τὴν διάρκειαν τοῦ πολέμου διὰ τὴν ἐν τῷ Αἰγαίῳ ... — [544, 659, 810, 776]
exchange-row — [8, 493, 140, 505]
divider — [1101, 1258, 1341, 1260]
exchange-security: Ὀρ. Ὀφ. — [143, 609, 184, 621]
exchange-row — [8, 371, 140, 383]
exchange-price — [97, 555, 140, 567]
exchange-row — [142, 581, 262, 595]
divider — [545, 1069, 810, 1071]
athletes-col-1 — [268, 1639, 671, 1946]
right-col-1 — [1101, 311, 1341, 781]
exchange-row — [142, 361, 262, 375]
exchange-price: 152. — — [219, 458, 262, 472]
exchange-price: 144. 25 — [97, 517, 139, 529]
exchange-price: 131. — — [97, 457, 140, 469]
exchange-row — [8, 518, 140, 530]
exchange-price: 104. 50 — [97, 346, 139, 358]
exchange-price: 25.24 — [219, 526, 262, 540]
article-text: ΒΙΕΝΝΗ, Κυριακὴ πρωΐα. — Παρὰ τὰς ἀντιθέτους πληροφορίας ἐνίων ἐφημερίδων, ἐπιβεβαιοῦται ὅτι ἡ Ἰταλικὴ Κυβέρνησις ἀπεφάσισε νὰ προβῇ εὐρύτερον εἰς τὰς πολεμικάς αὐτῆς ἐνεργείας, ἐπεκτείνουσα αὐτὰς εἰς τὸ Αἰγαῖον καὶ ἐντείνουσα ἐν Ἀφρικῇ. Ἡ ἐξῆγις καθ' ἣν ἡ Ἀγγλία ἀντιτίθεται κατὰ τῆς τοιαύτης πολεμικῆς ἐνεργείας θὰ ἦτο ὅτι ἀνεβάλλοντος τοῦ πολέμου θεωρεῖται ἀπόδειξις ἀδράνειας ἐν Λονδίνῳ ἡ ... — [268, 688, 533, 873]
exchange-row — [142, 622, 262, 636]
exchange-row — [8, 543, 140, 555]
article-text: Εἰς ἀπάντησιν ὅμως εἷς ἐκ τῶν στρατιωτῶν τὸν ἐξελέκησαν γεννηθεὶς ἐπιλέγοντας! — [8, 956, 254, 1001]
exchange-security: Τηλεπικοινων. — [9, 591, 85, 603]
divider — [268, 942, 1086, 944]
exchange-price: 93.72 — [219, 403, 262, 417]
